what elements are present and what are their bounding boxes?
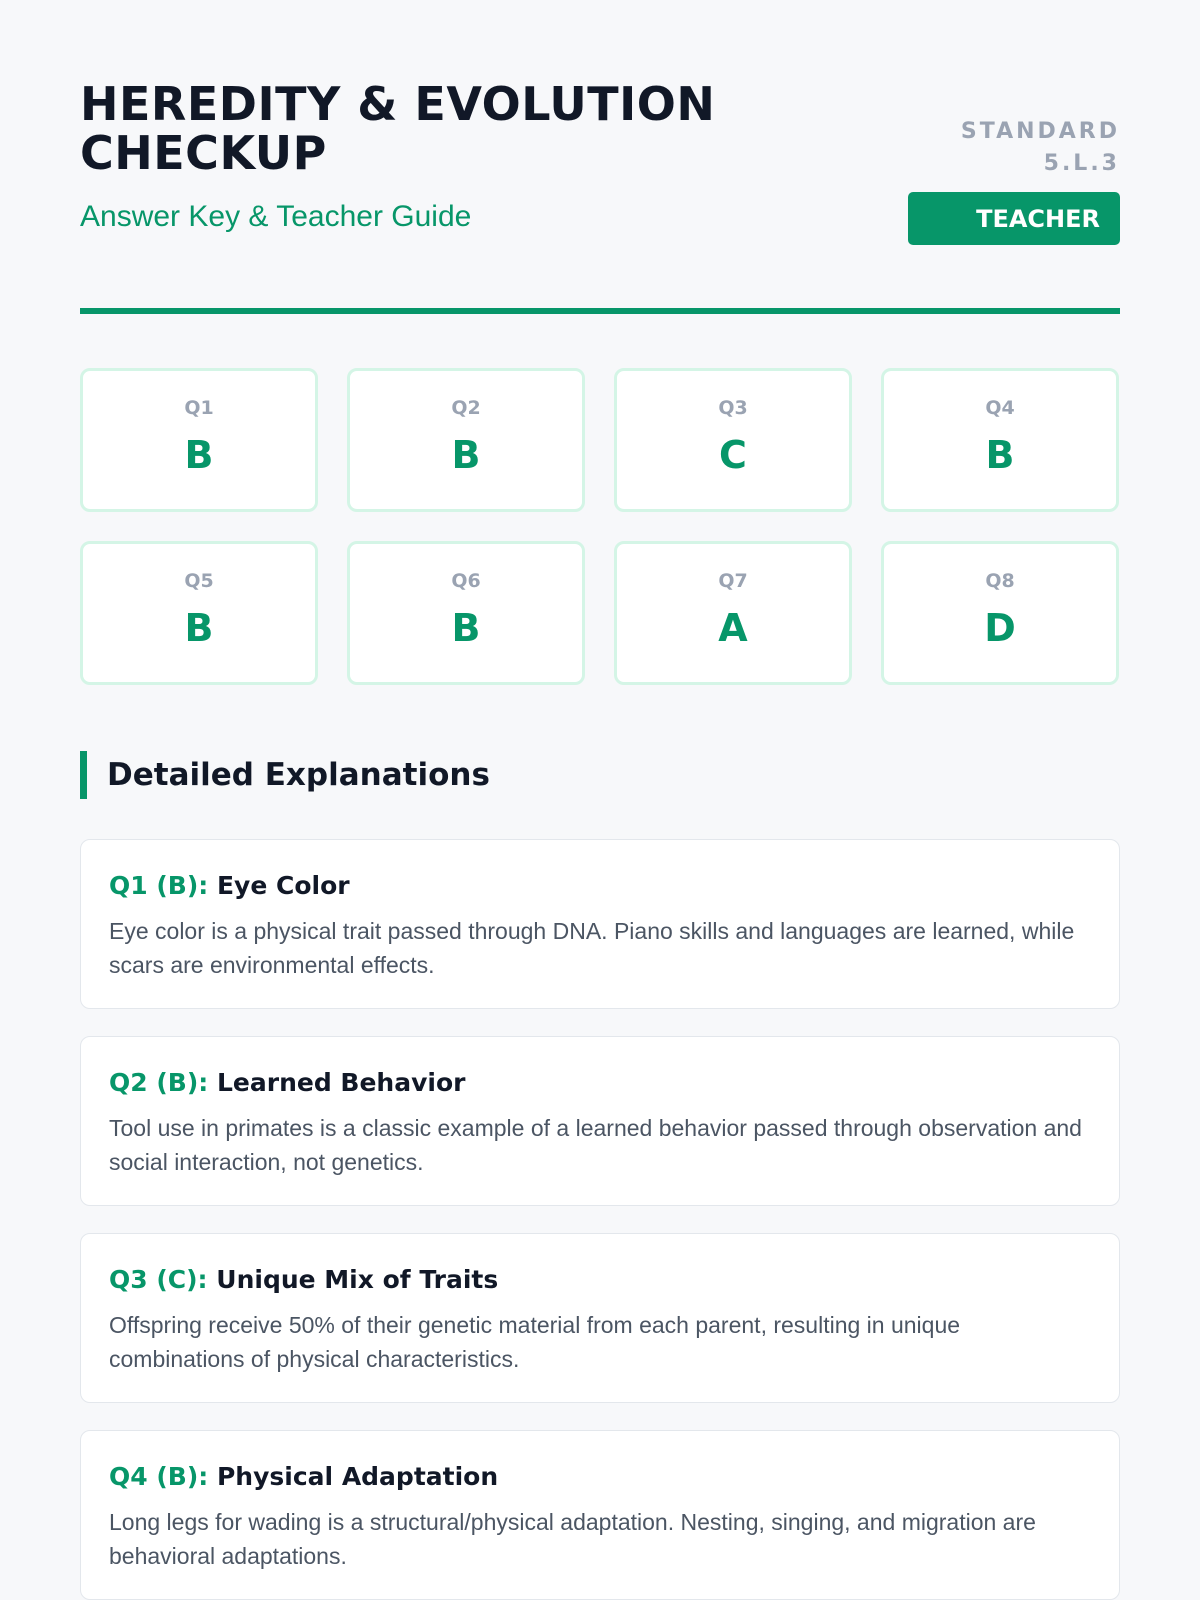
explanation-text: Eye color is a physical trait passed through DNA. Piano skills and languages are learned, while scars are environmental effects.	[109, 918, 1075, 978]
explanation-topic: Unique Mix of Traits	[216, 1265, 499, 1294]
answer-cell	[347, 368, 585, 512]
answer-letter: C	[719, 433, 747, 477]
explanation-heading	[109, 1461, 1091, 1493]
explanation-card	[80, 1430, 1120, 1600]
explanation-text: Offspring receive 50% of their genetic material from each parent, resulting in unique combinations of physical characteristics.	[109, 1312, 961, 1372]
explanations-heading	[80, 751, 1120, 799]
answer-question-number: Q7	[718, 570, 748, 592]
answer-cell	[347, 541, 585, 685]
explanation-topic: Learned Behavior	[216, 1068, 466, 1097]
explanation-topic: Physical Adaptation	[216, 1462, 499, 1491]
answer-cell	[614, 368, 852, 512]
explanation-answer-tag: Q3 (C):	[109, 1265, 208, 1294]
explanation-topic: Eye Color	[216, 871, 350, 900]
answer-cell	[614, 541, 852, 685]
answer-letter: B	[451, 433, 481, 477]
answer-grid	[80, 368, 1120, 685]
answer-question-number: Q2	[451, 397, 481, 419]
answer-question-number: Q4	[985, 397, 1015, 419]
answer-letter: B	[451, 606, 481, 650]
answer-letter: B	[184, 433, 214, 477]
answer-letter: B	[184, 606, 214, 650]
answer-question-number: Q3	[718, 397, 748, 419]
header-right	[908, 80, 1120, 245]
answer-letter: B	[985, 433, 1015, 477]
explanation-heading	[109, 1264, 1091, 1296]
explanation-text: Tool use in primates is a classic example of a learned behavior passed through observation and social interaction, not genetics.	[109, 1115, 1082, 1175]
header-left	[80, 77, 760, 234]
explanation-heading	[109, 870, 1091, 902]
answer-question-number: Q5	[184, 570, 214, 592]
page-subtitle: Answer Key & Teacher Guide	[80, 200, 472, 233]
heading-accent-bar	[80, 751, 87, 799]
answer-question-number: Q1	[184, 397, 214, 419]
explanation-card	[80, 1233, 1120, 1403]
header-divider	[80, 308, 1120, 314]
explanation-heading	[109, 1067, 1091, 1099]
answer-question-number: Q8	[985, 570, 1015, 592]
explanations-title: Detailed Explanations	[107, 757, 490, 793]
teacher-badge: TEACHER	[908, 192, 1120, 245]
explanations-list	[80, 839, 1120, 1600]
answer-cell	[80, 541, 318, 685]
answer-letter: A	[718, 606, 748, 650]
answer-letter: D	[984, 606, 1016, 650]
answer-cell	[80, 368, 318, 512]
answer-cell	[881, 368, 1119, 512]
standard-label: STANDARD 5.L.3	[960, 119, 1120, 176]
explanation-card	[80, 839, 1120, 1009]
page-title: HEREDITY & EVOLUTION CHECKUP	[80, 77, 716, 180]
explanation-answer-tag: Q4 (B):	[109, 1462, 209, 1491]
answer-question-number: Q6	[451, 570, 481, 592]
explanation-card	[80, 1036, 1120, 1206]
answer-cell	[881, 541, 1119, 685]
explanation-answer-tag: Q1 (B):	[109, 871, 209, 900]
explanation-text: Long legs for wading is a structural/physical adaptation. Nesting, singing, and migration are behavioral adaptations.	[109, 1509, 1036, 1569]
explanation-answer-tag: Q2 (B):	[109, 1068, 209, 1097]
header	[80, 77, 1120, 308]
